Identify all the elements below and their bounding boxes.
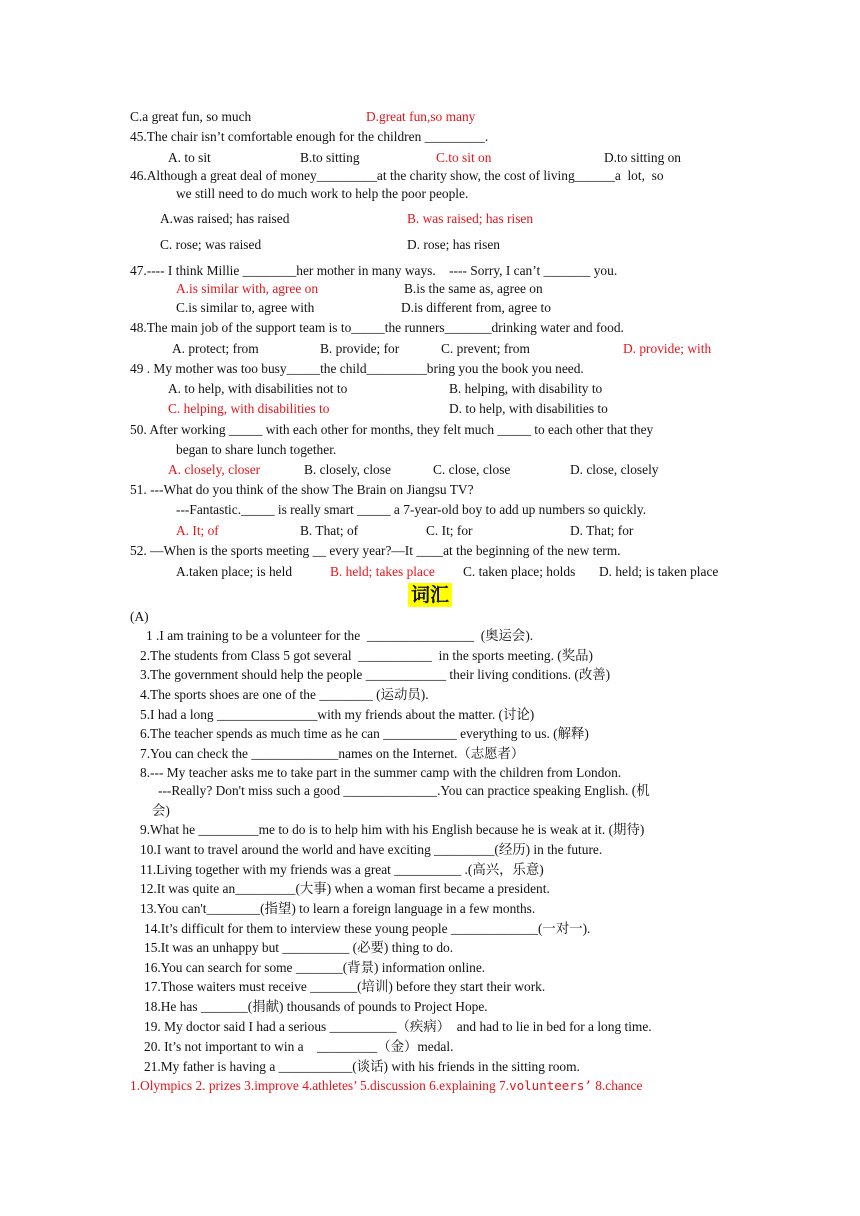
vocab-item-21: 21.My father is having a ___________(谈话) with his friends in the sitting room. (144, 1059, 580, 1074)
q47-option-d: D.is different from, agree to (401, 300, 551, 315)
q52-option-c: C. taken place; holds (463, 564, 576, 579)
q51-stem-line2: ---Fantastic._____ is really smart _____ a 7-year-old boy to add up numbers so quickly. (176, 502, 647, 517)
q45-option-b: B.to sitting (300, 150, 360, 165)
q49-option-b: B. helping, with disability to (449, 381, 603, 396)
vocab-item-11: 11.Living together with my friends was a great __________ .(高兴，乐意) (140, 862, 544, 877)
q52-stem: 52. —When is the sports meeting __ every year?—It ____at the beginning of the new term. (130, 543, 621, 558)
q47-option-b: B.is the same as, agree on (404, 281, 543, 296)
q51-option-a: A. It; of (176, 523, 219, 538)
q49-option-d: D. to help, with disabilities to (449, 401, 608, 416)
q52-option-b: B. held; takes place (330, 564, 435, 579)
q51-stem-line1: 51. ---What do you think of the show The Brain on Jiangsu TV? (130, 482, 474, 497)
q48-stem: 48.The main job of the support team is to_____the runners_______drinking water and food. (130, 320, 624, 335)
q45-stem: 45.The chair isn’t comfortable enough for the children _________. (130, 129, 489, 144)
q50-stem-line1: 50. After working _____ with each other for months, they felt much _____ to each other that they (130, 422, 654, 437)
q49-stem: 49 . My mother was too busy_____the child_________bring you the book you need. (130, 361, 584, 376)
vocab-item-3: 3.The government should help the people ____________ their living conditions. (改善) (140, 667, 611, 682)
q50-option-c: C. close, close (433, 462, 511, 477)
vocab-item-18: 18.He has _______(捐献) thousands of pounds to Project Hope. (144, 999, 488, 1014)
vocab-item-16: 16.You can search for some _______(背景) information online. (144, 960, 486, 975)
answer-key-part2: volunteers’ (509, 1078, 592, 1093)
q48-option-c: C. prevent; from (441, 341, 530, 356)
vocab-item-10: 10.I want to travel around the world and have exciting _________(经历) in the future. (140, 842, 603, 857)
vocab-item-7: 7.You can check the _____________names on the Internet.（志愿者） (140, 746, 525, 761)
q44-option-d: D.great fun,so many (366, 109, 476, 124)
q48-option-a: A. protect; from (172, 341, 259, 356)
vocab-item-15: 15.It was an unhappy but __________ (必要) thing to do. (144, 940, 454, 955)
vocab-item-8-hint: 会) (152, 803, 170, 818)
q47-stem: 47.---- I think Millie ________her mother in many ways. ---- Sorry, I can’t _______ you. (130, 263, 618, 278)
q51-option-b: B. That; of (300, 523, 359, 538)
q46-stem-line2: we still need to do much work to help the poor people. (176, 186, 469, 201)
q45-option-a: A. to sit (168, 150, 211, 165)
q45-option-d: D.to sitting on (604, 150, 682, 165)
q46-option-b: B. was raised; has risen (407, 211, 534, 226)
q52-option-a: A.taken place; is held (176, 564, 293, 579)
q50-stem-line2: began to share lunch together. (176, 442, 337, 457)
q46-option-a: A.was raised; has raised (160, 211, 290, 226)
q48-option-d: D. provide; with (623, 341, 712, 356)
q52-option-d: D. held; is taken place (599, 564, 719, 579)
vocab-item-1: 1 .I am training to be a volunteer for the ________________ (奥运会). (146, 628, 534, 643)
vocab-item-8: 8.--- My teacher asks me to take part in the summer camp with the children from London. (140, 765, 622, 780)
q51-option-d: D. That; for (570, 523, 634, 538)
q47-option-c: C.is similar to, agree with (176, 300, 315, 315)
q50-option-d: D. close, closely (570, 462, 659, 477)
q46-option-c: C. rose; was raised (160, 237, 262, 252)
answer-key (130, 1078, 732, 1094)
q51-option-c: C. It; for (426, 523, 473, 538)
answer-key-part1: 1.Olympics 2. prizes 3.improve 4.athletes’ 5.discussion 6.explaining 7. (130, 1078, 510, 1093)
q46-stem-line1: 46.Although a great deal of money_________at the charity show, the cost of living______a lot, so (130, 168, 664, 183)
vocab-item-2: 2.The students from Class 5 got several ___________ in the sports meeting. (奖品) (140, 648, 593, 663)
q49-option-a: A. to help, with disabilities not to (168, 381, 348, 396)
vocab-item-4: 4.The sports shoes are one of the ________ (运动员). (140, 687, 429, 702)
q46-option-d: D. rose; has risen (407, 237, 500, 252)
vocab-item-8-reply: ---Really? Don't miss such a good ______________.You can practice speaking English. (机 (158, 783, 650, 798)
vocab-item-14: 14.It’s difficult for them to interview these young people _____________(一对一). (144, 921, 591, 936)
answer-key-part3: 8.chance (591, 1078, 643, 1093)
q50-option-a: A. closely, closer (168, 462, 261, 477)
vocab-item-13: 13.You can't________(指望) to learn a foreign language in a few months. (140, 901, 536, 916)
q45-option-c: C.to sit on (436, 150, 492, 165)
vocab-item-5: 5.I had a long _______________with my friends about the matter. (讨论) (140, 707, 535, 722)
q47-option-a: A.is similar with, agree on (176, 281, 319, 296)
vocab-item-6: 6.The teacher spends as much time as he can ___________ everything to us. (解释) (140, 726, 589, 741)
vocab-item-19: 19. My doctor said I had a serious __________（疾病） and had to lie in bed for a long time. (144, 1019, 652, 1034)
q49-option-c: C. helping, with disabilities to (168, 401, 330, 416)
section-title: 词汇 (408, 583, 452, 607)
q50-option-b: B. closely, close (304, 462, 391, 477)
section-label: (A) (130, 609, 149, 624)
vocab-item-17: 17.Those waiters must receive _______(培训) before they start their work. (144, 979, 546, 994)
q48-option-b: B. provide; for (320, 341, 400, 356)
q44-option-c: C.a great fun, so much (130, 109, 252, 124)
vocab-item-20: 20. It’s not important to win a _________（金）medal. (144, 1039, 454, 1054)
vocab-item-12: 12.It was quite an_________(大事) when a woman first became a president. (140, 881, 550, 896)
vocab-item-9: 9.What he _________me to do is to help him with his English because he is weak at it. (期待) (140, 822, 645, 837)
